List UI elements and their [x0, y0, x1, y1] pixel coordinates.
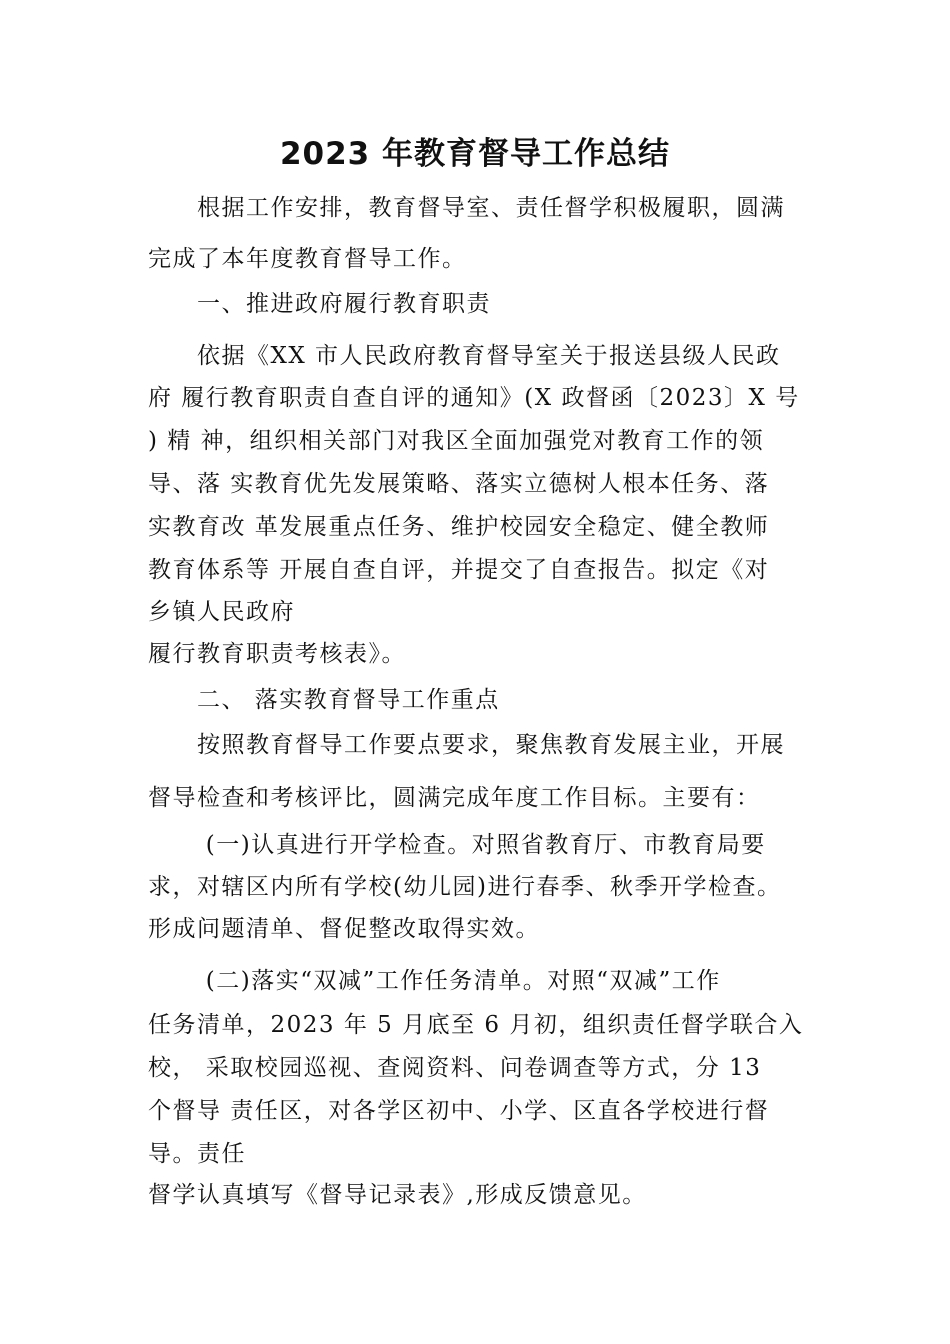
text-line: 求，对辖区内所有学校(幼儿园)进行春季、秋季开学检查。 [148, 874, 782, 900]
text-line: 完成了本年度教育督导工作。 [148, 246, 467, 272]
text-line: (二)落实“双减”工作任务清单。对照“双减”工作 [148, 968, 721, 994]
text-line: 履行教育职责考核表》。 [148, 641, 406, 667]
text-line: 个督导 责任区，对各学区初中、小学、区直各学校进行督 [148, 1098, 770, 1124]
text-line: 教育体系等 开展自查自评，并提交了自查报告。拟定《对 [148, 557, 770, 583]
text-line: 乡镇人民政府 [148, 599, 295, 625]
text-line: 校， 采取校园巡视、查阅资料、问卷调查等方式，分 13 [148, 1055, 762, 1081]
text-line: 导。责任 [148, 1141, 246, 1167]
text-line: 实教育改 革发展重点任务、维护校园安全稳定、健全教师 [148, 514, 770, 540]
text-line: (一)认真进行开学检查。对照省教育厅、市教育局要 [148, 832, 766, 858]
text-line: 形成问题清单、督促整改取得实效。 [148, 916, 540, 942]
text-line: 任务清单，2023 年 5 月底至 6 月初，组织责任督学联合入 [148, 1012, 804, 1038]
section-heading: 二、 落实教育督导工作重点 [148, 687, 500, 713]
text-line: 按照教育督导工作要点要求，聚焦教育发展主业，开展 [148, 732, 785, 758]
text-line: 督学认真填写《督导记录表》,形成反馈意见。 [148, 1182, 647, 1208]
text-line: 府 履行教育职责自查自评的通知》(X 政督函〔2023〕X 号 [148, 385, 800, 411]
text-line: 导、落 实教育优先发展策略、落实立德树人根本任务、落 [148, 471, 770, 497]
text-line: 督导检查和考核评比，圆满完成年度工作目标。主要有： [148, 785, 761, 811]
text-line: ) 精 神，组织相关部门对我区全面加强党对教育工作的领 [148, 428, 765, 454]
section-heading: 一、推进政府履行教育职责 [148, 291, 491, 317]
document-title: 2023 年教育督导工作总结 [279, 136, 671, 172]
text-line: 依据《XX 市人民政府教育督导室关于报送县级人民政 [148, 343, 781, 369]
text-line: 根据工作安排，教育督导室、责任督学积极履职，圆满 [148, 195, 785, 221]
